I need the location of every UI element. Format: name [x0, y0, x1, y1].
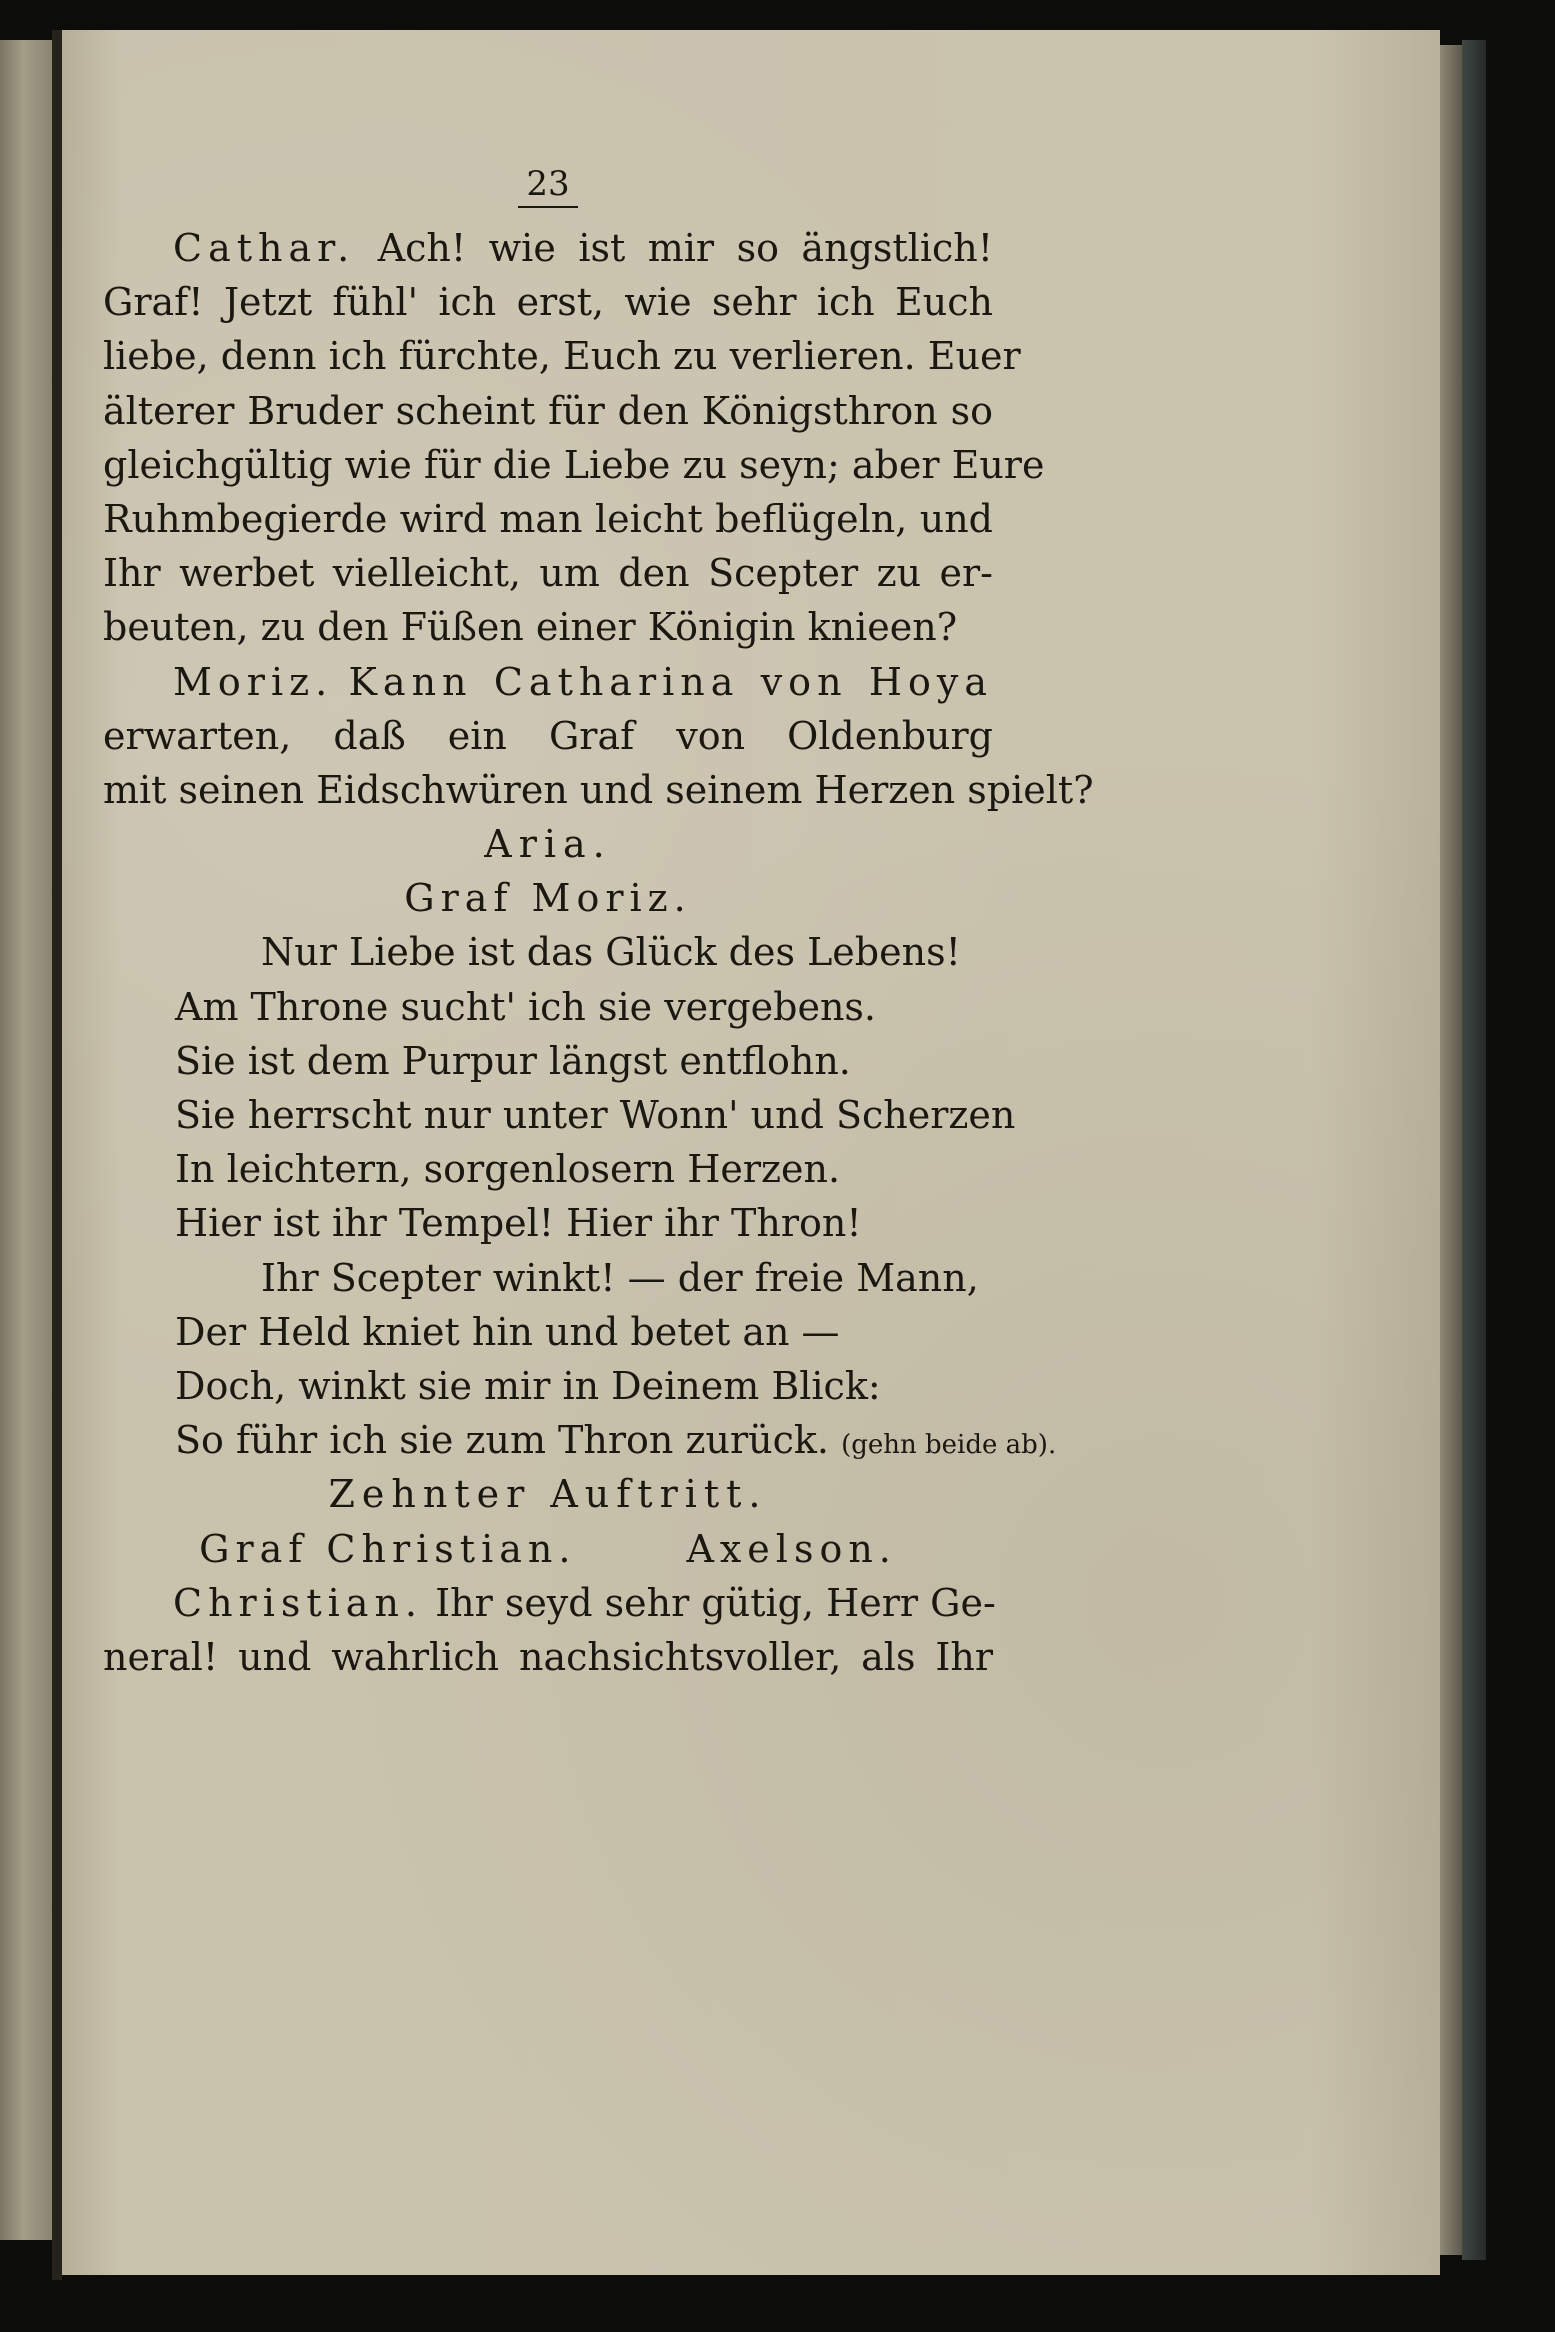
aria-heading: Aria.	[484, 822, 612, 867]
verse-line: In leichtern, sorgenlosern Herzen.	[175, 1147, 841, 1192]
dialogue-line: Graf! Jetzt fühl' ich erst, wie sehr ich Euch	[103, 280, 993, 325]
dialogue-line: Ruhmbegierde wird man leicht beflügeln, und	[103, 496, 993, 541]
scene-characters	[103, 1522, 993, 1576]
speaker-name: Moriz.	[173, 659, 334, 704]
aria-singer: Graf Moriz.	[404, 876, 692, 921]
book-cover-edge	[1462, 40, 1486, 2260]
scene-heading: Zehnter Auftritt.	[328, 1472, 768, 1517]
verse-line: Hier ist ihr Tempel! Hier ihr Thron!	[175, 1201, 862, 1246]
verse-line: Am Throne sucht' ich sie vergebens.	[175, 984, 876, 1029]
dialogue-line: beuten, zu den Füßen einer Königin knieen?	[103, 605, 958, 650]
dialogue-line: neral! und wahrlich nachsichtsvoller, als Ihr	[103, 1634, 993, 1679]
verse-line: Ihr Scepter winkt! — der freie Mann,	[261, 1255, 979, 1300]
verse-line: Sie herrscht nur unter Wonn' und Scherzen	[175, 1093, 1016, 1137]
page-number: 23	[103, 155, 993, 209]
page-text	[103, 155, 1094, 1684]
dialogue-line: älterer Bruder scheint für den Königsthron so	[103, 388, 993, 433]
dialogue-line: gleichgültig wie für die Liebe zu seyn; aber Eure	[103, 442, 1045, 487]
verse-line: Sie ist dem Purpur längst entflohn.	[175, 1038, 851, 1083]
dialogue-line: Christian. Ihr seyd sehr gütig, Herr Ge-	[173, 1580, 996, 1625]
dialogue-line: erwarten, daß ein Graf von Oldenburg	[103, 713, 993, 758]
book-gutter	[52, 30, 62, 2280]
dialogue-line: Moriz. Kann Catharina von Hoya	[173, 659, 993, 704]
page-fore-edge	[1440, 45, 1462, 2255]
dialogue-line: Ihr werbet vielleicht, um den Scepter zu er-	[103, 551, 993, 596]
verse-line: Doch, winkt sie mir in Deinem Blick:	[175, 1363, 881, 1408]
character-name: Graf Christian.	[199, 1526, 577, 1571]
speaker-name: Christian.	[173, 1580, 423, 1625]
stage-direction: (gehn beide ab).	[841, 1430, 1057, 1461]
verse-line: Der Held kniet hin und betet an —	[175, 1309, 840, 1354]
dialogue-line: Cathar. Ach! wie ist mir so ängstlich!	[173, 226, 993, 270]
speaker-name: Cathar.	[173, 226, 356, 270]
previous-page-edge	[0, 40, 52, 2240]
verse-line: So führ ich sie zum Thron zurück. (gehn beide ab).	[175, 1418, 1057, 1463]
verse-line: Nur Liebe ist das Glück des Lebens!	[261, 930, 961, 975]
dialogue-line: liebe, denn ich fürchte, Euch zu verlieren. Euer	[103, 334, 1021, 379]
dialogue-line: mit seinen Eidschwüren und seinem Herzen spielt?	[103, 767, 1094, 812]
character-name: Axelson.	[686, 1526, 897, 1571]
